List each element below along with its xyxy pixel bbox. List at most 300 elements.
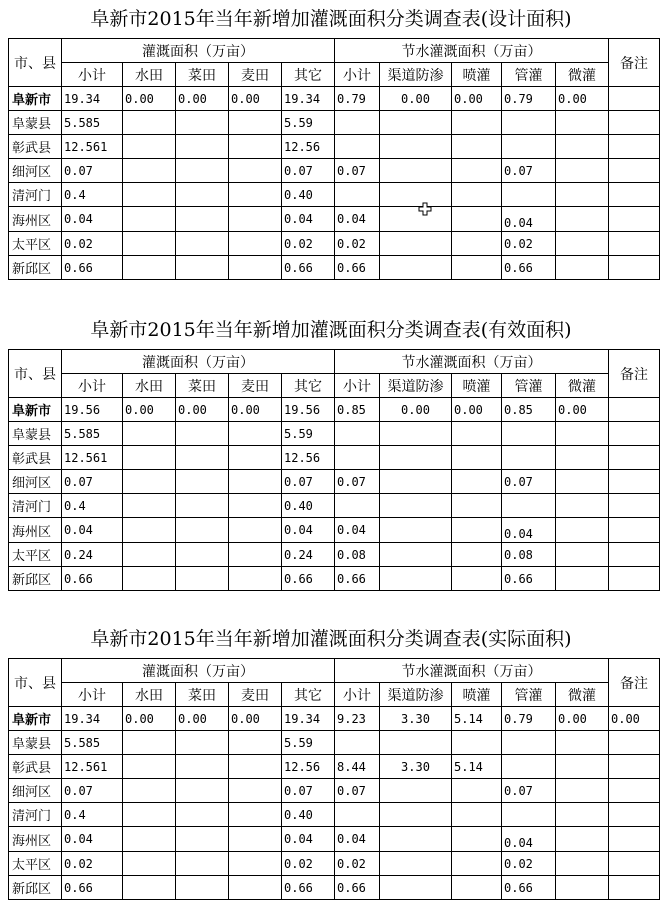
value-cell[interactable] — [229, 494, 282, 518]
value-cell[interactable] — [609, 803, 660, 827]
value-cell[interactable] — [452, 422, 502, 446]
value-cell[interactable] — [502, 803, 556, 827]
value-cell[interactable] — [452, 111, 502, 135]
value-cell[interactable] — [176, 111, 229, 135]
value-cell[interactable] — [380, 470, 452, 494]
value-cell[interactable]: 0.66 — [62, 876, 123, 900]
value-cell[interactable]: 0.00 — [229, 87, 282, 111]
value-cell[interactable] — [609, 446, 660, 470]
value-cell[interactable]: 0.07 — [502, 470, 556, 494]
value-cell[interactable] — [229, 518, 282, 543]
value-cell[interactable]: 0.66 — [282, 567, 335, 591]
value-cell[interactable] — [452, 446, 502, 470]
value-cell[interactable] — [176, 803, 229, 827]
value-cell[interactable] — [380, 779, 452, 803]
value-cell[interactable] — [380, 731, 452, 755]
region-name-cell[interactable]: 彰武县 — [9, 446, 62, 470]
value-cell[interactable]: 0.40 — [282, 183, 335, 207]
value-cell[interactable] — [556, 755, 609, 779]
value-cell[interactable] — [502, 731, 556, 755]
value-cell[interactable] — [556, 876, 609, 900]
column-subheader[interactable]: 其它 — [282, 374, 335, 398]
value-cell[interactable] — [609, 567, 660, 591]
value-cell[interactable] — [229, 779, 282, 803]
value-cell[interactable]: 19.34 — [282, 87, 335, 111]
region-name-cell[interactable]: 太平区 — [9, 852, 62, 876]
column-subheader[interactable]: 水田 — [123, 683, 176, 707]
region-name-cell[interactable]: 阜蒙县 — [9, 111, 62, 135]
column-subheader[interactable]: 其它 — [282, 683, 335, 707]
value-cell[interactable] — [229, 470, 282, 494]
value-cell[interactable] — [609, 731, 660, 755]
value-cell[interactable] — [609, 827, 660, 852]
value-cell[interactable]: 0.66 — [502, 567, 556, 591]
value-cell[interactable]: 19.34 — [282, 707, 335, 731]
region-name-cell[interactable]: 太平区 — [9, 543, 62, 567]
value-cell[interactable] — [176, 470, 229, 494]
value-cell[interactable]: 0.02 — [62, 232, 123, 256]
value-cell[interactable] — [502, 446, 556, 470]
column-subheader[interactable]: 菜田 — [176, 63, 229, 87]
value-cell[interactable]: 19.56 — [62, 398, 123, 422]
value-cell[interactable] — [502, 755, 556, 779]
value-cell[interactable] — [452, 518, 502, 543]
value-cell[interactable] — [380, 518, 452, 543]
value-cell[interactable] — [176, 256, 229, 280]
value-cell[interactable] — [176, 876, 229, 900]
value-cell[interactable] — [609, 422, 660, 446]
value-cell[interactable] — [335, 111, 380, 135]
value-cell[interactable]: 0.00 — [380, 87, 452, 111]
value-cell[interactable] — [609, 183, 660, 207]
value-cell[interactable] — [335, 422, 380, 446]
value-cell[interactable] — [229, 232, 282, 256]
value-cell[interactable]: 0.04 — [502, 518, 556, 543]
column-subheader[interactable]: 水田 — [123, 63, 176, 87]
value-cell[interactable] — [452, 256, 502, 280]
value-cell[interactable]: 0.00 — [452, 398, 502, 422]
value-cell[interactable] — [229, 422, 282, 446]
value-cell[interactable] — [556, 494, 609, 518]
value-cell[interactable]: 0.07 — [62, 779, 123, 803]
value-cell[interactable] — [229, 207, 282, 232]
value-cell[interactable] — [176, 159, 229, 183]
value-cell[interactable] — [609, 232, 660, 256]
remarks-header[interactable]: 备注 — [609, 659, 660, 707]
value-cell[interactable]: 0.00 — [556, 87, 609, 111]
value-cell[interactable]: 0.07 — [282, 159, 335, 183]
value-cell[interactable] — [176, 494, 229, 518]
value-cell[interactable] — [380, 256, 452, 280]
value-cell[interactable]: 0.66 — [335, 567, 380, 591]
value-cell[interactable]: 0.40 — [282, 494, 335, 518]
value-cell[interactable]: 0.04 — [62, 827, 123, 852]
value-cell[interactable] — [176, 422, 229, 446]
value-cell[interactable] — [556, 159, 609, 183]
value-cell[interactable]: 0.07 — [335, 779, 380, 803]
column-subheader[interactable]: 管灌 — [502, 374, 556, 398]
value-cell[interactable] — [176, 543, 229, 567]
region-header[interactable]: 市、县 — [9, 659, 62, 707]
region-name-cell[interactable]: 海州区 — [9, 518, 62, 543]
column-subheader[interactable]: 微灌 — [556, 374, 609, 398]
value-cell[interactable] — [335, 446, 380, 470]
value-cell[interactable] — [123, 256, 176, 280]
value-cell[interactable] — [380, 422, 452, 446]
value-cell[interactable] — [609, 470, 660, 494]
value-cell[interactable]: 0.66 — [335, 256, 380, 280]
value-cell[interactable] — [229, 543, 282, 567]
value-cell[interactable] — [335, 135, 380, 159]
value-cell[interactable] — [123, 207, 176, 232]
value-cell[interactable] — [123, 494, 176, 518]
water-saving-area-header[interactable]: 节水灌溉面积（万亩） — [335, 350, 609, 374]
value-cell[interactable]: 0.40 — [282, 803, 335, 827]
value-cell[interactable]: 5.14 — [452, 755, 502, 779]
value-cell[interactable]: 3.30 — [380, 755, 452, 779]
value-cell[interactable] — [452, 470, 502, 494]
column-subheader[interactable]: 麦田 — [229, 374, 282, 398]
region-name-cell[interactable]: 海州区 — [9, 827, 62, 852]
value-cell[interactable] — [380, 876, 452, 900]
value-cell[interactable]: 0.04 — [62, 207, 123, 232]
region-name-cell[interactable]: 细河区 — [9, 779, 62, 803]
value-cell[interactable]: 0.07 — [62, 470, 123, 494]
value-cell[interactable] — [176, 232, 229, 256]
value-cell[interactable]: 3.30 — [380, 707, 452, 731]
value-cell[interactable]: 0.02 — [335, 852, 380, 876]
value-cell[interactable]: 0.00 — [123, 398, 176, 422]
value-cell[interactable] — [452, 183, 502, 207]
value-cell[interactable] — [380, 183, 452, 207]
value-cell[interactable]: 0.04 — [335, 827, 380, 852]
value-cell[interactable]: 0.00 — [609, 707, 660, 731]
value-cell[interactable] — [123, 543, 176, 567]
value-cell[interactable] — [452, 567, 502, 591]
irrigation-area-header[interactable]: 灌溉面积（万亩） — [62, 350, 335, 374]
column-subheader[interactable]: 渠道防渗 — [380, 63, 452, 87]
value-cell[interactable] — [335, 803, 380, 827]
value-cell[interactable]: 0.04 — [502, 207, 556, 232]
column-subheader[interactable]: 麦田 — [229, 683, 282, 707]
value-cell[interactable]: 12.561 — [62, 446, 123, 470]
value-cell[interactable] — [229, 135, 282, 159]
value-cell[interactable] — [452, 232, 502, 256]
value-cell[interactable] — [556, 731, 609, 755]
value-cell[interactable] — [123, 446, 176, 470]
column-subheader[interactable]: 小计 — [62, 683, 123, 707]
value-cell[interactable] — [452, 827, 502, 852]
region-name-cell[interactable]: 清河门 — [9, 183, 62, 207]
value-cell[interactable] — [229, 111, 282, 135]
value-cell[interactable] — [380, 803, 452, 827]
value-cell[interactable]: 0.04 — [335, 207, 380, 232]
value-cell[interactable] — [452, 779, 502, 803]
value-cell[interactable] — [556, 803, 609, 827]
value-cell[interactable]: 0.02 — [502, 852, 556, 876]
value-cell[interactable]: 12.561 — [62, 135, 123, 159]
value-cell[interactable]: 0.79 — [335, 87, 380, 111]
value-cell[interactable]: 12.56 — [282, 755, 335, 779]
value-cell[interactable] — [609, 159, 660, 183]
value-cell[interactable]: 8.44 — [335, 755, 380, 779]
value-cell[interactable] — [176, 755, 229, 779]
value-cell[interactable] — [229, 755, 282, 779]
column-subheader[interactable]: 渠道防渗 — [380, 374, 452, 398]
value-cell[interactable]: 0.66 — [62, 567, 123, 591]
value-cell[interactable] — [229, 567, 282, 591]
region-name-cell[interactable]: 细河区 — [9, 159, 62, 183]
region-header[interactable]: 市、县 — [9, 39, 62, 87]
value-cell[interactable]: 0.00 — [556, 398, 609, 422]
value-cell[interactable] — [380, 494, 452, 518]
value-cell[interactable] — [609, 518, 660, 543]
value-cell[interactable] — [556, 183, 609, 207]
irrigation-area-header[interactable]: 灌溉面积（万亩） — [62, 39, 335, 63]
value-cell[interactable]: 0.08 — [502, 543, 556, 567]
column-subheader[interactable]: 麦田 — [229, 63, 282, 87]
region-name-cell[interactable]: 阜新市 — [9, 707, 62, 731]
column-subheader[interactable]: 小计 — [335, 683, 380, 707]
value-cell[interactable] — [609, 755, 660, 779]
value-cell[interactable]: 5.585 — [62, 111, 123, 135]
value-cell[interactable]: 0.66 — [282, 876, 335, 900]
value-cell[interactable] — [380, 232, 452, 256]
value-cell[interactable]: 0.24 — [62, 543, 123, 567]
value-cell[interactable] — [502, 422, 556, 446]
value-cell[interactable]: 0.04 — [282, 827, 335, 852]
value-cell[interactable] — [556, 518, 609, 543]
value-cell[interactable]: 19.34 — [62, 707, 123, 731]
value-cell[interactable] — [556, 827, 609, 852]
value-cell[interactable] — [452, 207, 502, 232]
value-cell[interactable] — [556, 567, 609, 591]
value-cell[interactable] — [229, 803, 282, 827]
value-cell[interactable] — [380, 446, 452, 470]
column-subheader[interactable]: 水田 — [123, 374, 176, 398]
value-cell[interactable] — [609, 87, 660, 111]
value-cell[interactable]: 0.02 — [335, 232, 380, 256]
value-cell[interactable] — [609, 398, 660, 422]
value-cell[interactable] — [123, 111, 176, 135]
value-cell[interactable] — [123, 470, 176, 494]
value-cell[interactable]: 0.07 — [282, 779, 335, 803]
value-cell[interactable] — [229, 183, 282, 207]
value-cell[interactable]: 5.585 — [62, 731, 123, 755]
water-saving-area-header[interactable]: 节水灌溉面积（万亩） — [335, 39, 609, 63]
region-name-cell[interactable]: 阜蒙县 — [9, 422, 62, 446]
value-cell[interactable]: 0.85 — [335, 398, 380, 422]
value-cell[interactable] — [229, 827, 282, 852]
column-subheader[interactable]: 小计 — [335, 63, 380, 87]
value-cell[interactable] — [229, 159, 282, 183]
value-cell[interactable]: 0.07 — [502, 159, 556, 183]
value-cell[interactable] — [229, 876, 282, 900]
column-subheader[interactable]: 喷灌 — [452, 374, 502, 398]
value-cell[interactable] — [123, 803, 176, 827]
region-header[interactable]: 市、县 — [9, 350, 62, 398]
value-cell[interactable] — [176, 827, 229, 852]
value-cell[interactable]: 0.00 — [229, 398, 282, 422]
region-name-cell[interactable]: 阜蒙县 — [9, 731, 62, 755]
region-name-cell[interactable]: 新邱区 — [9, 256, 62, 280]
value-cell[interactable] — [380, 111, 452, 135]
value-cell[interactable]: 9.23 — [335, 707, 380, 731]
value-cell[interactable]: 12.56 — [282, 135, 335, 159]
value-cell[interactable] — [335, 494, 380, 518]
value-cell[interactable] — [452, 852, 502, 876]
value-cell[interactable] — [609, 111, 660, 135]
value-cell[interactable] — [380, 207, 452, 232]
value-cell[interactable] — [176, 207, 229, 232]
value-cell[interactable] — [176, 731, 229, 755]
value-cell[interactable] — [502, 183, 556, 207]
value-cell[interactable] — [380, 852, 452, 876]
value-cell[interactable]: 19.34 — [62, 87, 123, 111]
value-cell[interactable] — [452, 803, 502, 827]
value-cell[interactable] — [556, 446, 609, 470]
value-cell[interactable]: 0.00 — [123, 707, 176, 731]
column-subheader[interactable]: 渠道防渗 — [380, 683, 452, 707]
value-cell[interactable] — [609, 876, 660, 900]
value-cell[interactable] — [123, 731, 176, 755]
value-cell[interactable] — [123, 567, 176, 591]
region-name-cell[interactable]: 太平区 — [9, 232, 62, 256]
value-cell[interactable]: 12.561 — [62, 755, 123, 779]
region-name-cell[interactable]: 清河门 — [9, 494, 62, 518]
value-cell[interactable] — [123, 183, 176, 207]
value-cell[interactable] — [556, 232, 609, 256]
value-cell[interactable] — [556, 207, 609, 232]
column-subheader[interactable]: 喷灌 — [452, 683, 502, 707]
column-subheader[interactable]: 小计 — [335, 374, 380, 398]
value-cell[interactable]: 0.79 — [502, 87, 556, 111]
region-name-cell[interactable]: 海州区 — [9, 207, 62, 232]
value-cell[interactable] — [229, 852, 282, 876]
value-cell[interactable]: 5.585 — [62, 422, 123, 446]
value-cell[interactable]: 0.4 — [62, 183, 123, 207]
value-cell[interactable] — [123, 755, 176, 779]
value-cell[interactable]: 12.56 — [282, 446, 335, 470]
value-cell[interactable] — [556, 543, 609, 567]
value-cell[interactable]: 0.00 — [556, 707, 609, 731]
column-subheader[interactable]: 管灌 — [502, 63, 556, 87]
value-cell[interactable] — [609, 543, 660, 567]
value-cell[interactable] — [452, 731, 502, 755]
region-name-cell[interactable]: 彰武县 — [9, 755, 62, 779]
value-cell[interactable] — [229, 731, 282, 755]
value-cell[interactable]: 0.24 — [282, 543, 335, 567]
value-cell[interactable] — [229, 256, 282, 280]
value-cell[interactable]: 0.66 — [502, 256, 556, 280]
region-name-cell[interactable]: 彰武县 — [9, 135, 62, 159]
value-cell[interactable] — [380, 159, 452, 183]
value-cell[interactable]: 0.85 — [502, 398, 556, 422]
value-cell[interactable]: 0.02 — [62, 852, 123, 876]
value-cell[interactable]: 0.4 — [62, 494, 123, 518]
value-cell[interactable] — [335, 731, 380, 755]
value-cell[interactable]: 0.79 — [502, 707, 556, 731]
value-cell[interactable]: 0.04 — [502, 827, 556, 852]
value-cell[interactable] — [556, 111, 609, 135]
value-cell[interactable] — [556, 779, 609, 803]
region-name-cell[interactable]: 阜新市 — [9, 398, 62, 422]
value-cell[interactable] — [123, 827, 176, 852]
column-subheader[interactable]: 管灌 — [502, 683, 556, 707]
value-cell[interactable]: 0.66 — [282, 256, 335, 280]
value-cell[interactable] — [176, 567, 229, 591]
value-cell[interactable] — [380, 567, 452, 591]
value-cell[interactable] — [380, 543, 452, 567]
value-cell[interactable]: 0.07 — [62, 159, 123, 183]
value-cell[interactable]: 0.00 — [380, 398, 452, 422]
value-cell[interactable] — [452, 543, 502, 567]
value-cell[interactable] — [556, 470, 609, 494]
value-cell[interactable] — [556, 852, 609, 876]
value-cell[interactable]: 5.14 — [452, 707, 502, 731]
column-subheader[interactable]: 喷灌 — [452, 63, 502, 87]
value-cell[interactable]: 0.04 — [335, 518, 380, 543]
value-cell[interactable] — [123, 876, 176, 900]
value-cell[interactable]: 5.59 — [282, 111, 335, 135]
value-cell[interactable]: 0.66 — [502, 876, 556, 900]
value-cell[interactable] — [123, 159, 176, 183]
value-cell[interactable] — [380, 827, 452, 852]
value-cell[interactable] — [176, 518, 229, 543]
value-cell[interactable]: 0.00 — [176, 707, 229, 731]
value-cell[interactable] — [609, 852, 660, 876]
value-cell[interactable] — [609, 494, 660, 518]
value-cell[interactable]: 0.08 — [335, 543, 380, 567]
column-subheader[interactable]: 其它 — [282, 63, 335, 87]
value-cell[interactable] — [123, 518, 176, 543]
region-name-cell[interactable]: 新邱区 — [9, 567, 62, 591]
value-cell[interactable] — [335, 183, 380, 207]
value-cell[interactable] — [229, 446, 282, 470]
value-cell[interactable]: 0.00 — [176, 398, 229, 422]
value-cell[interactable]: 0.00 — [176, 87, 229, 111]
value-cell[interactable] — [502, 135, 556, 159]
region-name-cell[interactable]: 清河门 — [9, 803, 62, 827]
value-cell[interactable] — [176, 779, 229, 803]
value-cell[interactable]: 0.02 — [282, 852, 335, 876]
value-cell[interactable] — [123, 779, 176, 803]
value-cell[interactable] — [609, 135, 660, 159]
column-subheader[interactable]: 微灌 — [556, 683, 609, 707]
value-cell[interactable]: 5.59 — [282, 731, 335, 755]
value-cell[interactable]: 0.66 — [335, 876, 380, 900]
value-cell[interactable] — [452, 159, 502, 183]
value-cell[interactable] — [452, 135, 502, 159]
value-cell[interactable]: 19.56 — [282, 398, 335, 422]
column-subheader[interactable]: 微灌 — [556, 63, 609, 87]
remarks-header[interactable]: 备注 — [609, 39, 660, 87]
value-cell[interactable]: 5.59 — [282, 422, 335, 446]
value-cell[interactable]: 0.00 — [452, 87, 502, 111]
value-cell[interactable]: 0.04 — [282, 207, 335, 232]
value-cell[interactable]: 0.02 — [502, 232, 556, 256]
value-cell[interactable] — [502, 494, 556, 518]
value-cell[interactable] — [123, 232, 176, 256]
value-cell[interactable]: 0.04 — [62, 518, 123, 543]
value-cell[interactable]: 0.02 — [282, 232, 335, 256]
column-subheader[interactable]: 小计 — [62, 374, 123, 398]
value-cell[interactable] — [609, 779, 660, 803]
value-cell[interactable]: 0.04 — [282, 518, 335, 543]
value-cell[interactable] — [452, 876, 502, 900]
column-subheader[interactable]: 菜田 — [176, 374, 229, 398]
value-cell[interactable]: 0.07 — [335, 159, 380, 183]
